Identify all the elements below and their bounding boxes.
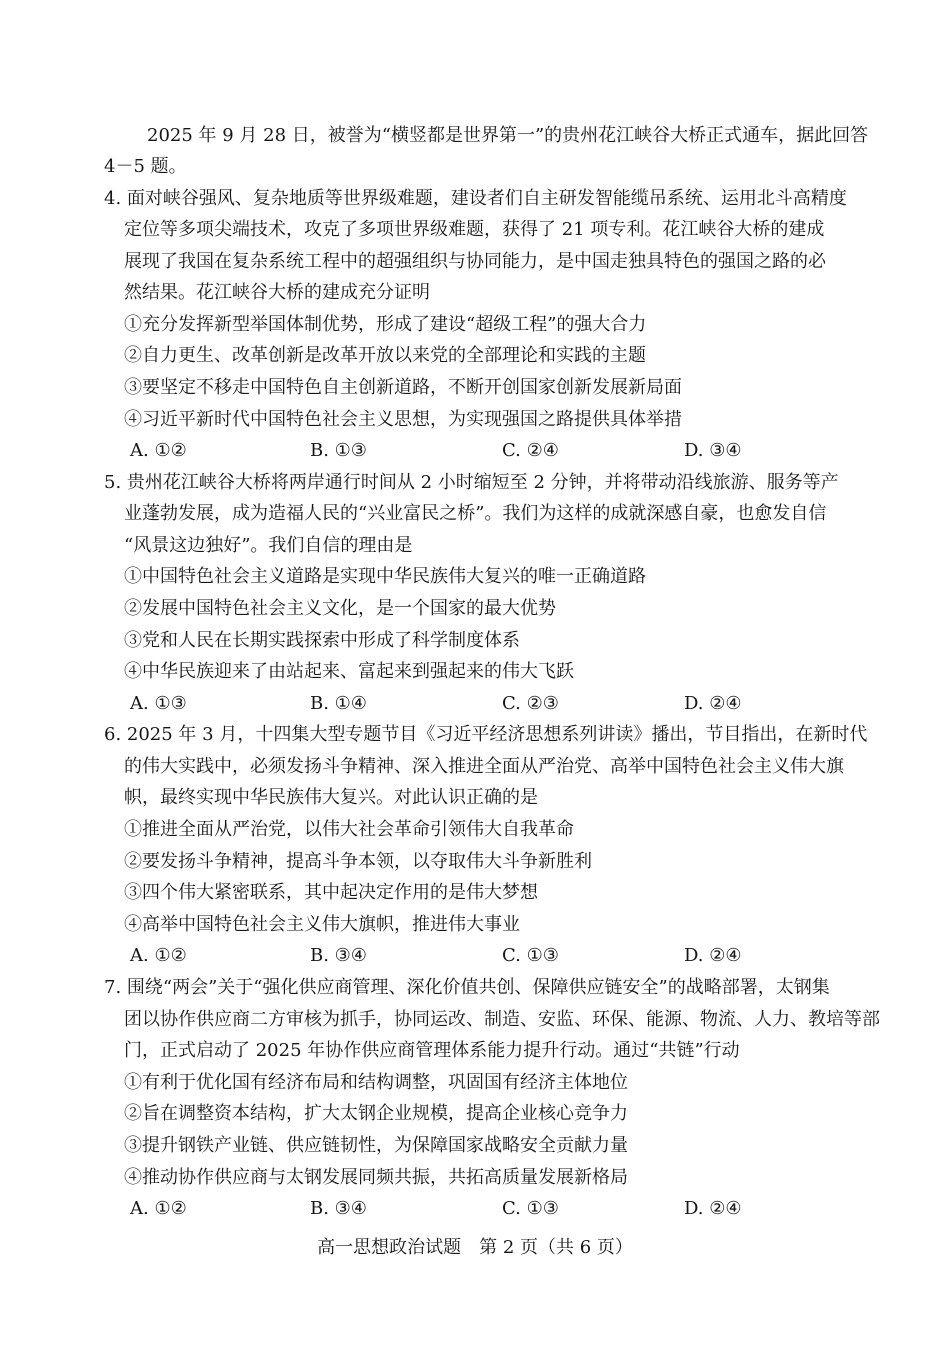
statement-item: ④习近平新时代中国特色社会主义思想，为实现强国之路提供具体举措 bbox=[124, 409, 682, 430]
question-stem: 的伟大实践中，必须发扬斗争精神、深入推进全面从严治党、高举中国特色社会主义伟大旗 bbox=[124, 756, 844, 777]
statement-item: ③四个伟大紧密联系，其中起决定作用的是伟大梦想 bbox=[124, 882, 538, 903]
statement-item: ①中国特色社会主义道路是实现中华民族伟大复兴的唯一正确道路 bbox=[124, 566, 646, 587]
option-d[interactable]: D. ②④ bbox=[684, 693, 742, 714]
question-stem: 6. 2025 年 3 月，十四集大型专题节目《习近平经济思想系列讲读》播出，节目指出，在新时代 bbox=[104, 724, 868, 745]
statement-item: ④推动协作供应商与太钢发展同频共振，共拓高质量发展新格局 bbox=[124, 1167, 628, 1188]
option-d[interactable]: D. ③④ bbox=[684, 440, 742, 461]
option-a[interactable]: A. ①② bbox=[130, 1198, 187, 1219]
statement-item: ③提升钢铁产业链、供应链韧性，为保障国家战略安全贡献力量 bbox=[124, 1135, 628, 1156]
statement-item: ①充分发挥新型举国体制优势，形成了建设“超级工程”的强大合力 bbox=[124, 314, 647, 335]
option-a[interactable]: A. ①③ bbox=[130, 693, 187, 714]
statement-item: ②要发扬斗争精神，提高斗争本领，以夺取伟大斗争新胜利 bbox=[124, 851, 592, 872]
intro-line-2: 4－5 题。 bbox=[104, 156, 187, 177]
question-stem: 帜，最终实现中华民族伟大复兴。对此认识正确的是 bbox=[124, 787, 538, 808]
question-stem: 团以协作供应商二方审核为抓手，协同运改、制造、安监、环保、能源、物流、人力、教培等部 bbox=[124, 1009, 880, 1030]
intro-line-1: 2025 年 9 月 28 日，被誉为“横竖都是世界第一”的贵州花江峡谷大桥正式通车，据此回答 bbox=[147, 125, 869, 146]
option-c[interactable]: C. ②④ bbox=[502, 440, 559, 461]
question-stem: 定位等多项尖端技术，攻克了多项世界级难题，获得了 21 项专利。花江峡谷大桥的建成 bbox=[124, 219, 825, 240]
option-c[interactable]: C. ②③ bbox=[502, 693, 559, 714]
statement-item: ①推进全面从严治党，以伟大社会革命引领伟大自我革命 bbox=[124, 819, 574, 840]
option-b[interactable]: B. ①④ bbox=[310, 693, 367, 714]
question-stem: 门，正式启动了 2025 年协作供应商管理体系能力提升行动。通过“共链”行动 bbox=[124, 1040, 740, 1061]
option-b[interactable]: B. ③④ bbox=[310, 945, 367, 966]
statement-item: ②发展中国特色社会主义文化，是一个国家的最大优势 bbox=[124, 598, 556, 619]
option-c[interactable]: C. ①③ bbox=[502, 1198, 559, 1219]
page-footer: 高一思想政治试题 第 2 页（共 6 页） bbox=[317, 1237, 633, 1258]
question-stem: 业蓬勃发展，成为造福人民的“兴业富民之桥”。我们为这样的成就深感自豪，也愈发自信 bbox=[124, 503, 827, 524]
question-stem: 展现了我国在复杂系统工程中的超强组织与协同能力，是中国走独具特色的强国之路的必 bbox=[124, 251, 826, 272]
option-c[interactable]: C. ①③ bbox=[502, 945, 559, 966]
question-stem: 7. 围绕“两会”关于“强化供应商管理、深化价值共创、保障供应链安全”的战略部署，太钢集 bbox=[104, 977, 830, 998]
option-a[interactable]: A. ①② bbox=[130, 440, 187, 461]
statement-item: ④高举中国特色社会主义伟大旗帜，推进伟大事业 bbox=[124, 914, 520, 935]
statement-item: ④中华民族迎来了由站起来、富起来到强起来的伟大飞跃 bbox=[124, 661, 574, 682]
option-b[interactable]: B. ①③ bbox=[310, 440, 367, 461]
statement-item: ①有利于优化国有经济布局和结构调整，巩固国有经济主体地位 bbox=[124, 1072, 628, 1093]
question-stem: 4. 面对峡谷强风、复杂地质等世界级难题，建设者们自主研发智能缆吊系统、运用北斗高精度 bbox=[104, 188, 847, 209]
question-stem: 5. 贵州花江峡谷大桥将两岸通行时间从 2 小时缩短至 2 分钟，并将带动沿线旅游、服务等产 bbox=[104, 472, 839, 493]
statement-item: ②旨在调整资本结构，扩大太钢企业规模，提高企业核心竞争力 bbox=[124, 1103, 628, 1124]
statement-item: ③要坚定不移走中国特色自主创新道路，不断开创国家创新发展新局面 bbox=[124, 377, 682, 398]
option-a[interactable]: A. ①② bbox=[130, 945, 187, 966]
statement-item: ②自力更生、改革创新是改革开放以来党的全部理论和实践的主题 bbox=[124, 345, 646, 366]
question-stem: “风景这边独好”。我们自信的理由是 bbox=[124, 535, 413, 556]
option-b[interactable]: B. ③④ bbox=[310, 1198, 367, 1219]
option-d[interactable]: D. ②④ bbox=[684, 945, 742, 966]
option-d[interactable]: D. ②④ bbox=[684, 1198, 742, 1219]
question-stem: 然结果。花江峡谷大桥的建成充分证明 bbox=[124, 282, 430, 303]
statement-item: ③党和人民在长期实践探索中形成了科学制度体系 bbox=[124, 630, 520, 651]
